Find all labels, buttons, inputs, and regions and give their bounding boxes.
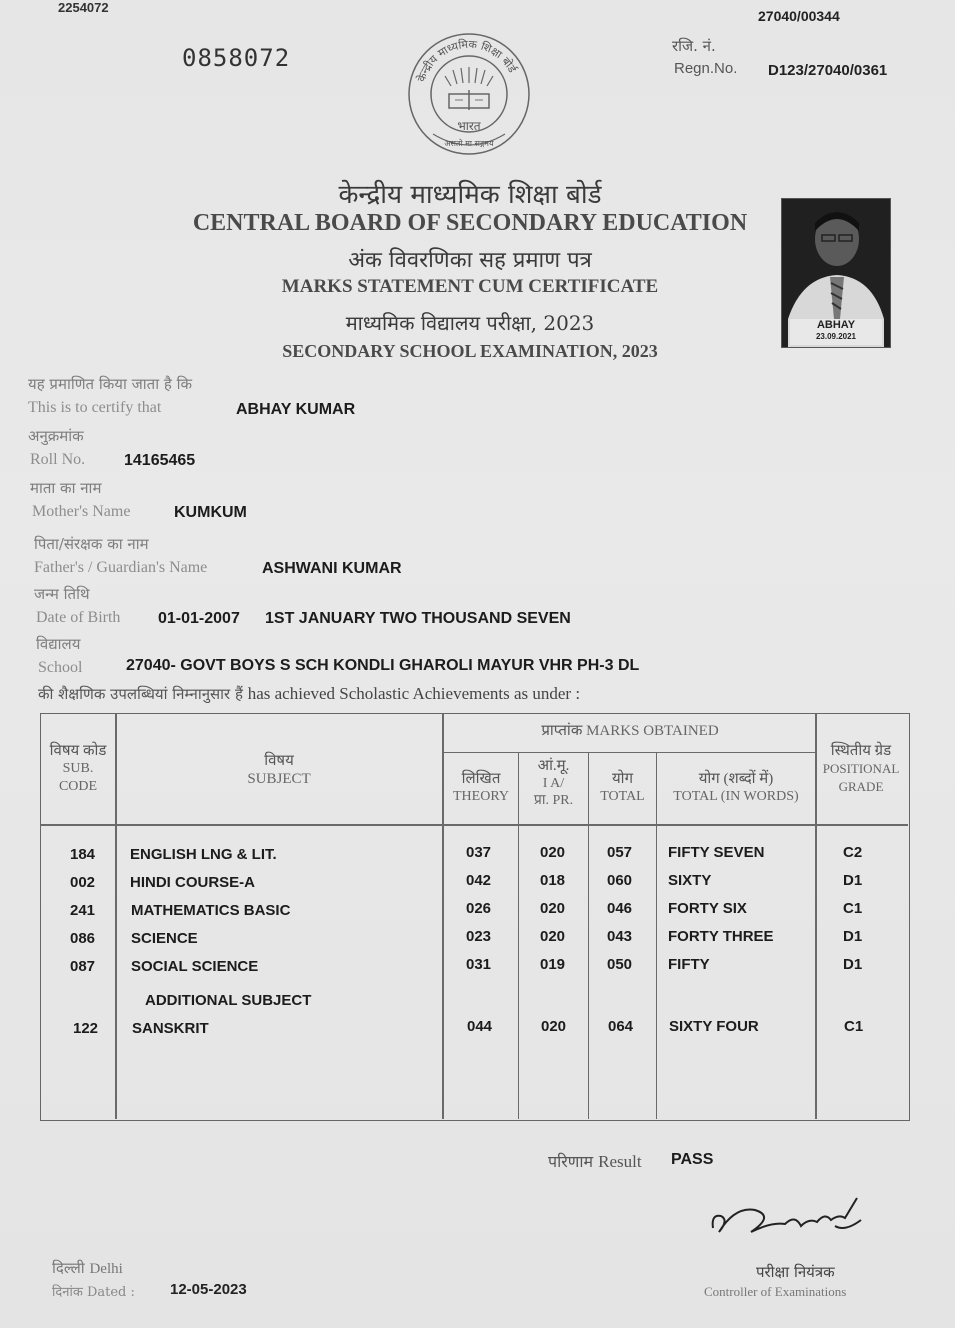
header-theory xyxy=(444,770,518,806)
row-subject: SANSKRIT xyxy=(132,1020,209,1037)
row-theory: 044 xyxy=(467,1018,493,1035)
row-subject: SCIENCE xyxy=(131,930,198,947)
regn-label: Regn.No. xyxy=(674,60,738,77)
row-subject: HINDI COURSE-A xyxy=(130,874,256,891)
mother-name: KUMKUM xyxy=(174,504,247,521)
row-code: 184 xyxy=(70,846,96,863)
board-title: CENTRAL BOARD OF SECONDARY EDUCATION xyxy=(192,210,748,236)
row-total: 060 xyxy=(607,872,633,889)
issue-date: 12-05-2023 xyxy=(170,1281,247,1298)
achievement-english: has achieved Scholastic Achievements as under : xyxy=(247,684,581,703)
header-sub-code xyxy=(42,742,114,796)
board-title-hindi: केन्द्रीय माध्यमिक शिक्षा बोर्ड xyxy=(338,180,602,210)
student-name: ABHAY KUMAR xyxy=(236,401,356,418)
row-code: 002 xyxy=(70,874,96,891)
dob-value: 01-01-2007 xyxy=(158,610,240,627)
row-words: SIXTY FOUR xyxy=(669,1018,759,1035)
father-label: Father's / Guardian's Name xyxy=(34,559,208,576)
result-label-hindi: परिणाम xyxy=(548,1152,594,1171)
header-ia-pr: प्रा. PR. xyxy=(533,793,574,808)
school-label-hindi: विद्यालय xyxy=(36,635,81,653)
row-ia: 018 xyxy=(540,872,566,889)
row-subject: ENGLISH LNG & LIT. xyxy=(130,846,277,863)
cbse-emblem-icon xyxy=(405,26,533,161)
row-ia: 020 xyxy=(540,900,566,917)
achievement-hindi: की शैक्षणिक उपलब्धियां निम्नानुसार हैं xyxy=(38,685,243,703)
header-code-en1: SUB. xyxy=(62,761,94,776)
header-subject xyxy=(116,752,442,788)
row-grade: D1 xyxy=(843,956,863,973)
row-grade: C1 xyxy=(843,900,863,917)
certificate-title-hindi: अंक विवरणिका सह प्रमाण पत्र xyxy=(348,248,592,273)
dob-label-hindi: जन्म तिथि xyxy=(34,585,90,603)
mother-label: Mother's Name xyxy=(32,503,131,520)
row-code: 087 xyxy=(70,958,96,975)
header-ia-hindi: आं.मू. xyxy=(537,758,570,774)
row-subject: MATHEMATICS BASIC xyxy=(131,902,291,919)
header-total-hindi: योग xyxy=(611,771,634,787)
row-theory: 031 xyxy=(466,956,492,973)
row-words: FIFTY xyxy=(668,956,710,973)
row-grade: D1 xyxy=(843,872,863,889)
row-words: FIFTY SEVEN xyxy=(668,844,765,861)
header-subject-en: SUBJECT xyxy=(247,771,311,787)
row-grade: C1 xyxy=(844,1018,864,1035)
dob-words: 1ST JANUARY TWO THOUSAND SEVEN xyxy=(265,610,571,627)
row-ia: 020 xyxy=(540,844,566,861)
row-code: 122 xyxy=(73,1020,99,1037)
row-total: 046 xyxy=(607,900,633,917)
father-label-hindi: पिता/संरक्षक का नाम xyxy=(34,535,149,553)
header-total xyxy=(589,770,656,806)
row-ia: 020 xyxy=(540,928,566,945)
row-total: 057 xyxy=(607,844,633,861)
certify-label: This is to certify that xyxy=(28,399,162,416)
place-en: Delhi xyxy=(89,1261,123,1277)
header-total-words xyxy=(657,770,815,806)
result-label-en: Result xyxy=(598,1152,642,1171)
header-theory-hindi: लिखित xyxy=(461,771,501,787)
controller-title-hindi: परीक्षा नियंत्रक xyxy=(756,1263,835,1281)
row-grade: C2 xyxy=(843,844,863,861)
photo-caption-name: ABHAY xyxy=(816,319,856,331)
header-ia xyxy=(519,758,588,809)
exam-title: SECONDARY SCHOOL EXAMINATION, 2023 xyxy=(282,341,658,361)
certify-label-hindi: यह प्रमाणित किया जाता है कि xyxy=(28,375,192,393)
row-total: 043 xyxy=(607,928,633,945)
header-grade-en1: POSITIONAL xyxy=(822,761,900,776)
header-grade-en2: GRADE xyxy=(838,779,884,794)
controller-signature xyxy=(705,1192,865,1247)
roll-label-hindi: अनुक्रमांक xyxy=(28,427,84,445)
header-grade-hindi: स्थितीय ग्रेड xyxy=(830,743,892,759)
school-label: School xyxy=(38,659,83,676)
row-subject: SOCIAL SCIENCE xyxy=(131,958,259,975)
row-words: SIXTY xyxy=(668,872,712,889)
achievement-line xyxy=(38,684,580,704)
dob-label: Date of Birth xyxy=(36,609,121,626)
certificate-title: MARKS STATEMENT CUM CERTIFICATE xyxy=(281,276,659,297)
row-code: 086 xyxy=(70,930,96,947)
row-theory: 042 xyxy=(466,872,492,889)
row-theory: 023 xyxy=(466,928,492,945)
emblem-motto: असतो मा सद्गमय xyxy=(444,139,494,148)
row-total: 064 xyxy=(608,1018,634,1035)
controller-title: Controller of Examinations xyxy=(704,1284,847,1299)
header-ia-en: I A/ xyxy=(542,776,565,791)
header-marks-en: MARKS OBTAINED xyxy=(586,723,719,739)
mother-label-hindi: माता का नाम xyxy=(30,479,102,497)
header-marks-obtained xyxy=(444,722,816,740)
result-label xyxy=(548,1150,642,1172)
header-theory-en: THEORY xyxy=(453,789,509,804)
header-marks-hindi: प्राप्तांक xyxy=(541,723,583,739)
father-name: ASHWANI KUMAR xyxy=(262,560,402,577)
row-ia: 020 xyxy=(541,1018,567,1035)
additional-subject-label: ADDITIONAL SUBJECT xyxy=(145,992,312,1009)
regn-label-hindi: रजि. नं. xyxy=(672,37,716,55)
regn-value: D123/27040/0361 xyxy=(768,62,888,79)
row-words: FORTY SIX xyxy=(668,900,747,917)
header-words-en: TOTAL (IN WORDS) xyxy=(673,789,799,804)
exam-title-hindi: माध्यमिक विद्यालय परीक्षा, 2023 xyxy=(345,311,595,335)
header-grade xyxy=(816,742,906,796)
header-total-en: TOTAL xyxy=(600,789,645,804)
header-code-hindi: विषय कोड xyxy=(49,743,107,759)
emblem-ring-text: केन्द्रीय माध्यमिक शिक्षा बोर्ड xyxy=(414,37,519,84)
row-code: 241 xyxy=(70,902,96,919)
header-subject-hindi: विषय xyxy=(264,753,294,769)
row-ia: 019 xyxy=(540,956,566,973)
header-words-hindi: योग (शब्दों में) xyxy=(698,771,774,787)
row-theory: 037 xyxy=(466,844,492,861)
place-hindi: दिल्ली xyxy=(52,1259,85,1277)
corner-right-number: 27040/00344 xyxy=(758,8,840,24)
school-name: 27040- GOVT BOYS S SCH KONDLI GHAROLI MAYUR VHR PH-3 DL xyxy=(126,657,640,674)
roll-number: 14165465 xyxy=(124,452,196,469)
photo-caption-date: 23.09.2021 xyxy=(815,332,857,341)
student-photo xyxy=(781,198,891,348)
corner-left-number: 2254072 xyxy=(58,0,109,15)
dated-label: दिनांक Dated : xyxy=(52,1285,135,1300)
emblem-country: भारत xyxy=(457,119,481,133)
row-grade: D1 xyxy=(843,928,863,945)
place-line xyxy=(52,1258,123,1278)
row-total: 050 xyxy=(607,956,633,973)
serial-number: 0858072 xyxy=(182,44,291,72)
header-code-en2: CODE xyxy=(58,779,98,794)
result-value: PASS xyxy=(671,1151,714,1168)
roll-label: Roll No. xyxy=(30,451,86,468)
row-words: FORTY THREE xyxy=(668,928,774,945)
row-theory: 026 xyxy=(466,900,492,917)
